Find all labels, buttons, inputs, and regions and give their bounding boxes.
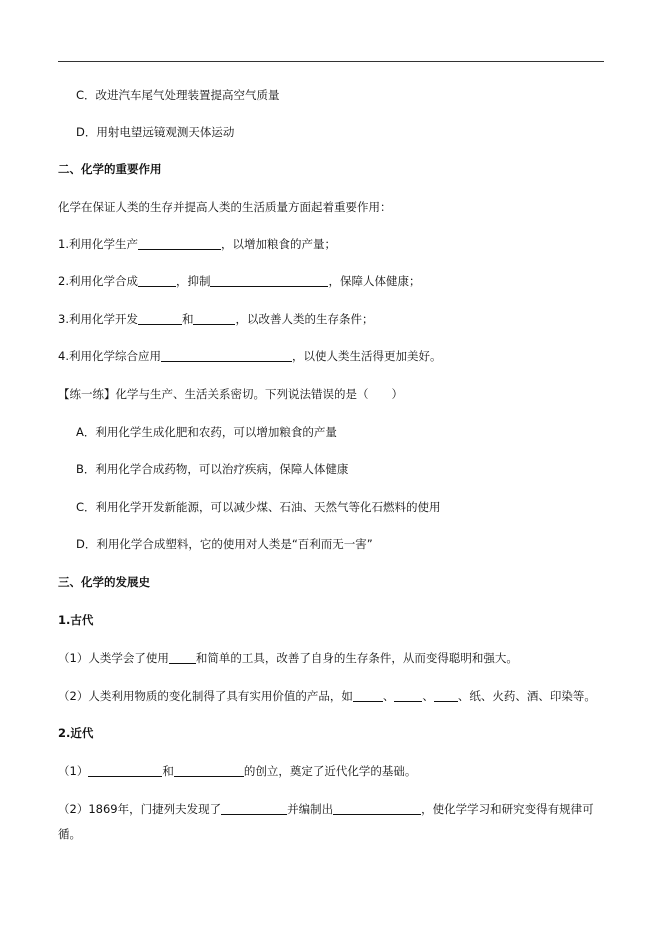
option-d: D．用射电望远镜观测天体运动 (76, 125, 235, 139)
practice-option-d: D．利用化学合成塑料，它的使用对人类是“百利而无一害” (76, 537, 373, 551)
modern-1-text-c: 的创立，奠定了近代化学的基础。 (243, 764, 417, 778)
modern-2-text-a: （2）1869年，门捷列夫发现了 (58, 802, 222, 816)
item-3-text-c: ，以改善人类的生存条件； (235, 312, 374, 326)
ancient-1-text-b: 和简单的工具，改善了自身的生存条件，从而变得聪明和强大。 (195, 651, 518, 665)
item-2-text-c: ，保障人体健康； (328, 274, 421, 288)
ancient-2-sep-2: 、 (422, 689, 434, 703)
item-2 (58, 273, 420, 289)
section-2-title: 二、化学的重要作用 (58, 162, 162, 176)
modern-1-text-a: （1） (58, 764, 89, 778)
practice-option-c: C．利用化学开发新能源，可以减少煤、石油、天然气等化石燃料的使用 (76, 500, 441, 514)
ancient-2 (58, 688, 596, 704)
blank-m2b[interactable] (333, 802, 421, 815)
blank-a2b[interactable] (394, 689, 422, 702)
item-1-text-a: 1.利用化学生产 (58, 237, 138, 251)
modern-1 (58, 763, 416, 779)
blank-m1a[interactable] (88, 764, 162, 777)
blank-2b[interactable] (210, 274, 328, 287)
blank-a2c[interactable] (434, 689, 458, 702)
option-c: C．改进汽车尾气处理装置提高空气质量 (76, 88, 280, 102)
header-rule (58, 61, 604, 62)
item-4 (58, 348, 441, 364)
ancient-1-text-a: （1）人类学会了使用 (58, 651, 169, 665)
blank-a2a[interactable] (353, 689, 383, 702)
practice-option-a: A．利用化学生成化肥和农药，可以增加粮食的产量 (76, 425, 337, 439)
blank-2a[interactable] (138, 274, 176, 287)
item-4-text-a: 4.利用化学综合应用 (58, 349, 161, 363)
ancient-2-text-a: （2）人类利用物质的变化制得了具有实用价值的产品，如 (58, 689, 353, 703)
item-2-text-a: 2.利用化学合成 (58, 274, 138, 288)
blank-1[interactable] (138, 237, 221, 250)
item-3-text-b: 和 (181, 312, 194, 326)
modern-title: 2.近代 (58, 726, 94, 740)
blank-m1b[interactable] (174, 764, 244, 777)
item-3 (58, 311, 373, 327)
ancient-2-text-b: 、纸、火药、酒、印染等。 (457, 689, 596, 703)
item-1 (58, 236, 336, 252)
modern-2-continued: 循。 (58, 827, 81, 841)
ancient-1 (58, 650, 518, 666)
practice-question: 【练一练】化学与生产、生活关系密切。下列说法错误的是（ ） (58, 387, 403, 401)
modern-1-text-b: 和 (162, 764, 174, 778)
item-3-text-a: 3.利用化学开发 (58, 312, 138, 326)
intro-text: 化学在保证人类的生存并提高人类的生活质量方面起着重要作用： (58, 200, 392, 214)
blank-m2a[interactable] (221, 802, 287, 815)
modern-2-text-c: ，使化学学习和研究变得有规律可 (421, 802, 594, 816)
blank-3a[interactable] (138, 312, 182, 325)
item-1-text-b: ，以增加粮食的产量； (220, 237, 336, 251)
modern-2 (58, 801, 594, 817)
blank-a1[interactable] (169, 651, 196, 664)
ancient-2-sep-1: 、 (382, 689, 395, 703)
practice-option-b: B．利用化学合成药物，可以治疗疾病，保障人体健康 (76, 462, 349, 476)
modern-2-text-b: 并编制出 (287, 802, 334, 816)
item-4-text-b: ，以使人类生活得更加美好。 (291, 349, 442, 363)
blank-3b[interactable] (193, 312, 235, 325)
section-3-title: 三、化学的发展史 (58, 575, 150, 589)
blank-4[interactable] (161, 349, 292, 362)
ancient-title: 1.古代 (58, 613, 94, 627)
item-2-text-b: ，抑制 (175, 274, 211, 288)
